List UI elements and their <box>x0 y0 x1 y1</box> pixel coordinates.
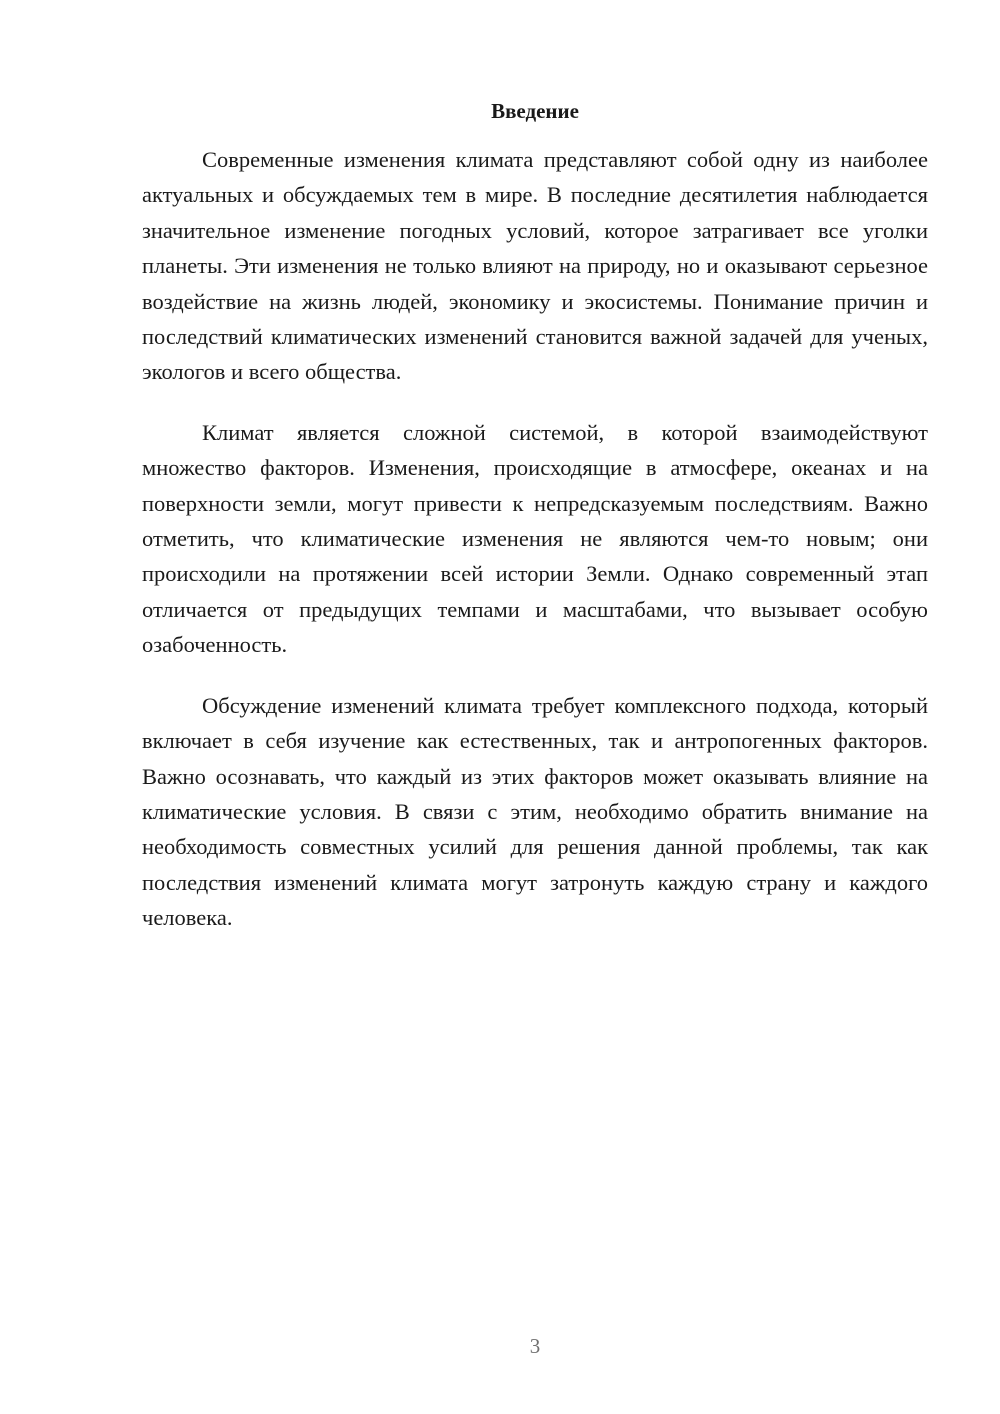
page-number: 3 <box>529 1334 541 1358</box>
paragraph-3: Обсуждение изменений климата требует комплексного подхода, который включает в себя изучение как естественных, так и антропогенных факторов. Важно осознавать, что каждый из этих факторов может оказывать влияние на климатические условия. В связи с этим, необходимо обратить внимание на необходимость совместных усилий для решения данной проблемы, так как последствия изменений климата могут затронуть каждую страну и каждого человека. <box>142 692 928 931</box>
paragraph-1: Современные изменения климата представляют собой одну из наиболее актуальных и обсуждаемых тем в мире. В последние десятилетия наблюдается значительное изменение погодных условий, которое затрагивает все уголки планеты. Эти изменения не только влияют на природу, но и оказывают серьезное воздействие на жизнь людей, экономику и экосистемы. Понимание причин и последствий климатических изменений становится важной задачей для ученых, экологов и всего общества. <box>142 147 928 385</box>
paragraph-2: Климат является сложной системой, в которой взаимодействуют множество факторов. Изменения, происходящие в атмосфере, океанах и на поверхности земли, могут привести к непредсказуемым последствиям. Важно отметить, что климатические изменения не являются чем-то новым; они происходили на протяжении всей истории Земли. Однако современный этап отличается от предыдущих темпами и масштабами, что вызывает особую озабоченность. <box>142 419 928 658</box>
section-heading: Введение <box>491 99 579 123</box>
body-text <box>142 142 928 961</box>
